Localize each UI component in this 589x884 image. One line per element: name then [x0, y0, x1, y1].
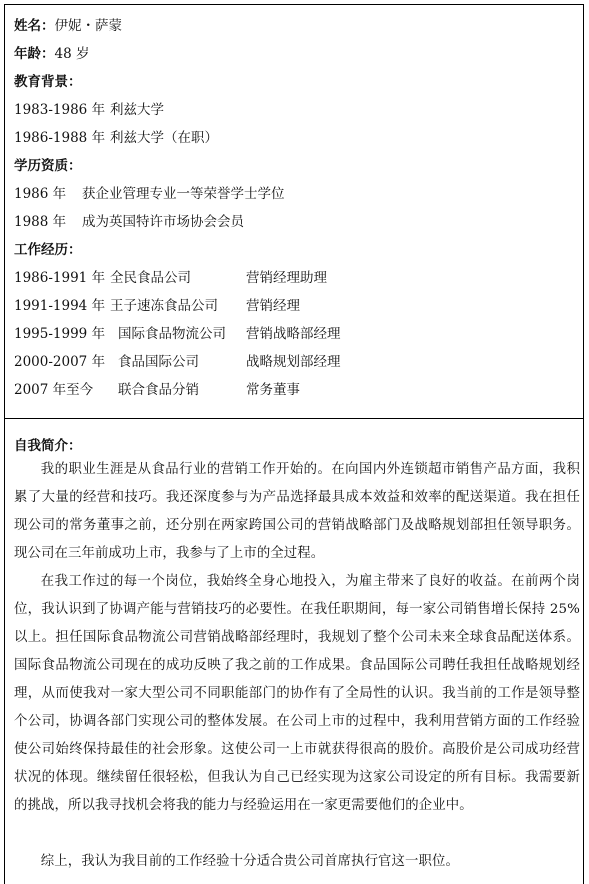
age-label: 年龄：	[14, 46, 55, 62]
work-company: 联合食品分销	[118, 382, 199, 398]
name-label: 姓名：	[14, 18, 55, 34]
work-role: 营销战略部经理	[246, 326, 341, 342]
education-school: 利兹大学	[110, 102, 164, 118]
work-role: 常务董事	[246, 382, 300, 398]
intro-paragraph: 我的职业生涯是从食品行业的营销工作开始的。在向国内外连锁超市销售产品方面，我积累了大量的经营和技巧。我还深度参与为产品选择最具成本效益和效率的配送渠道。我在担任现公司的常务董事之前，还分别在两家跨国公司的营销战略部门及战略规划部担任领导职务。现公司在三年前成功上市，我参与了上市的全过程。	[14, 462, 580, 561]
work-period: 2000-2007 年	[14, 354, 106, 370]
qualifications-heading: 学历资质：	[14, 158, 82, 174]
qualification-year: 1986 年	[14, 186, 67, 202]
qualification-year: 1988 年	[14, 214, 67, 230]
intro-heading: 自我简介：	[14, 438, 82, 454]
education-school: 利兹大学（在职）	[110, 130, 218, 146]
work-period: 1991-1994 年	[14, 298, 106, 314]
work-company: 全民食品公司	[110, 270, 191, 286]
intro-paragraph: 综上，我认为我目前的工作经验十分适合贵公司首席执行官这一职位。	[40, 854, 460, 869]
work-period: 1995-1999 年	[14, 326, 106, 342]
work-role: 营销经理	[246, 298, 300, 314]
qualification-desc: 获企业管理专业一等荣誉学士学位	[82, 186, 285, 202]
work-company: 食品国际公司	[118, 354, 199, 370]
work-period: 2007 年至今	[14, 382, 94, 398]
intro-paragraph: 在我工作过的每一个岗位，我始终全身心地投入，为雇主带来了良好的收益。在前两个岗位，我认识到了协调产能与营销技巧的必要性。在我任职期间，每一家公司销售增长保持 25%以上。担任国际食品物流公司营销战略部经理时，我规划了整个公司未来全球食品配送体系。国际食品物流公司现在的成功反映了我之前的工作成果。食品国际公司聘任我担任战略规划经理，从而使我对一家大型公司不同职能部门的协作有了全局性的认识。我当前的工作是领导整个公司，协调各部门实现公司的整体发展。在公司上市的过程中，我利用营销方面的工作经验使公司始终保持最佳的社会形象。这使公司一上市就获得很高的股价。高股价是公司成功经营状况的体现。继续留任很轻松，但我认为自己已经实现为这家公司设定的所有目标。我需要新的挑战，所以我寻找机会将我的能力与经验运用在一家更需要他们的企业中。	[14, 574, 580, 813]
section-divider	[4, 418, 584, 419]
name-value: 伊妮・萨蒙	[54, 18, 122, 34]
work-company: 王子速冻食品公司	[110, 298, 218, 314]
work-role: 战略规划部经理	[246, 354, 341, 370]
work-company: 国际食品物流公司	[118, 326, 226, 342]
age-value: 48 岁	[54, 46, 90, 62]
education-period: 1986-1988 年	[14, 130, 106, 146]
work-heading: 工作经历：	[14, 242, 82, 258]
work-period: 1986-1991 年	[14, 270, 106, 286]
education-period: 1983-1986 年	[14, 102, 106, 118]
name-row	[14, 16, 122, 36]
qualification-desc: 成为英国特许市场协会会员	[82, 214, 244, 230]
work-role: 营销经理助理	[246, 270, 327, 286]
education-heading: 教育背景：	[14, 74, 82, 90]
age-row	[14, 44, 89, 64]
